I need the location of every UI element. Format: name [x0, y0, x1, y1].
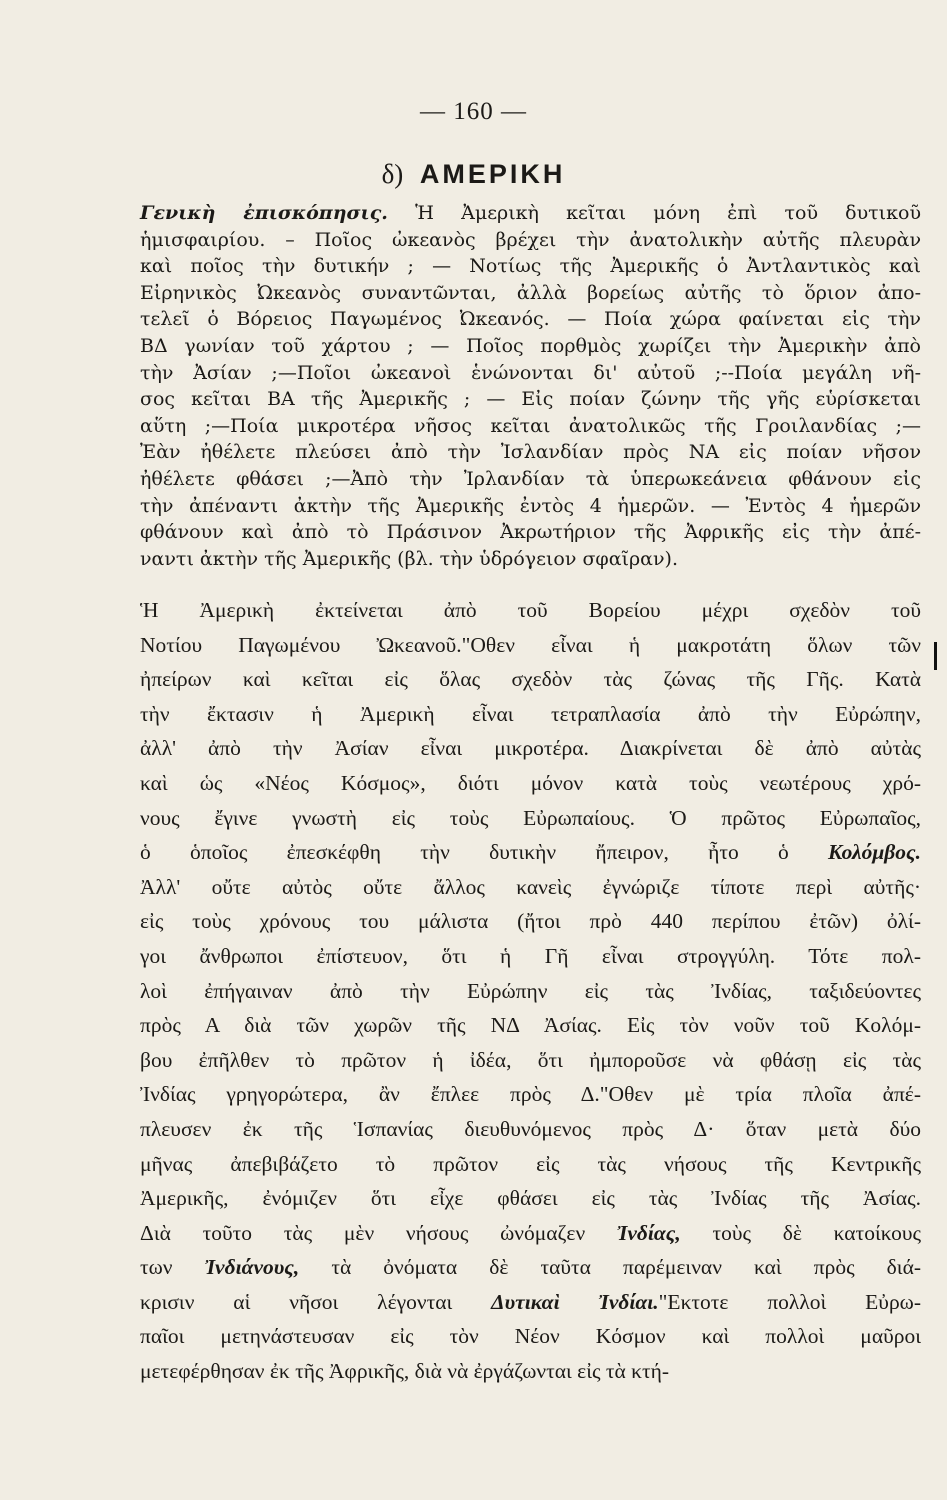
main-line	[140, 697, 921, 732]
intro-line-text: φθάνουν καὶ ἀπὸ τὸ Πράσινον Ἀκρωτήριον τῆς Ἀφρικῆς εἰς τὴν ἀπέ-	[140, 521, 921, 544]
intro-line	[140, 280, 921, 307]
main-line	[140, 835, 921, 870]
intro-line	[140, 413, 921, 440]
main-line-text: παῖοι μετηνάστευσαν εἰς τὸν Νέον Κόσμον καὶ πολλοὶ μαῦροι	[140, 1324, 921, 1349]
intro-line-text: ναντι ἀκτὴν τῆς Ἀμερικῆς (βλ. τὴν ὑδρόγειον σφαῖραν).	[140, 547, 679, 570]
margin-mark	[934, 642, 937, 670]
main-line-text: των	[140, 1255, 205, 1280]
main-line-text: πλευσεν ἐκ τῆς Ἱσπανίας διευθυνόμενος πρὸς Δ· ὅταν μετὰ δύο	[140, 1116, 921, 1141]
intro-line-text: σος κεῖται ΒΑ τῆς Ἀμερικῆς ; — Εἰς ποίαν ζώνην τῆς γῆς εὑρίσκεται	[140, 388, 921, 411]
main-line-text: Νοτίου Παγωμένου Ὠκεανοῦ."Οθεν εἶναι ἡ μακροτάτη ὅλων τῶν	[140, 632, 921, 657]
main-paragraph	[140, 593, 921, 1389]
intro-line-text: Εἰρηνικὸς Ὠκεανὸς συναντῶνται, ἀλλὰ βορείως αὐτῆς τὸ ὅριον ἀπο-	[140, 281, 921, 304]
emphasized-term: Δυτικαὶ Ἰνδίαι.	[491, 1289, 659, 1314]
intro-line-text: τελεῖ ὁ Βόρειος Παγωμένος Ὠκεανός. — Ποία χώρα φαίνεται εἰς τὴν	[140, 308, 921, 331]
main-line-text: "Εκτοτε πολλοὶ Εὐρω-	[658, 1289, 921, 1314]
intro-line-text: ΒΔ γωνίαν τοῦ χάρτου ; — Ποῖος πορθμὸς χωρίζει τὴν Ἀμερικὴν ἀπὸ	[140, 334, 921, 357]
main-line-text: νους ἔγινε γνωστὴ εἰς τοὺς Εὐρωπαίους. Ὁ πρῶτος Εὐρωπαῖος,	[140, 805, 921, 830]
intro-line	[140, 493, 921, 520]
intro-line-text: αὕτη ;—Ποία μικροτέρα νῆσος κεῖται ἀνατολικῶς τῆς Γροιλανδίας ;—	[140, 414, 921, 437]
intro-line	[140, 360, 921, 387]
emphasized-term: Ἰνδίας,	[616, 1220, 681, 1245]
main-line	[140, 628, 921, 663]
intro-line-text: ἡμισφαιρίου. – Ποῖος ὠκεανὸς βρέχει τὴν ἀνατολικὴν αὐτῆς πλευρὰν	[140, 228, 921, 251]
main-line	[140, 1319, 921, 1354]
main-line-text: Ἀλλ' οὔτε αὐτὸς οὔτε ἄλλος κανεὶς ἐγνώριζε τίποτε περὶ αὐτῆς·	[140, 874, 921, 899]
main-line-text: ἠπείρων καὶ κεῖται εἰς ὅλας σχεδὸν τὰς ζώνας τῆς Γῆς. Κατὰ	[140, 667, 921, 692]
intro-line-text: Ἡ Ἀμερικὴ κεῖται μόνη ἐπὶ τοῦ δυτικοῦ	[387, 202, 921, 224]
main-line-text: πρὸς Α διὰ τῶν χωρῶν τῆς ΝΔ Ἀσίας. Εἰς τὸν νοῦν τοῦ Κολόμ-	[140, 1013, 921, 1038]
main-line-text: εἰς τοὺς χρόνους του μάλιστα (ἤτοι πρὸ 440 περίπου ἐτῶν) ὀλί-	[140, 909, 921, 934]
main-line-text: βου ἐπῆλθεν τὸ πρῶτον ἡ ἰδέα, ὅτι ἠμποροῦσε νὰ φθάσῃ εἰς τὰς	[140, 1047, 921, 1072]
intro-line	[140, 439, 921, 466]
main-line-text: τοὺς δὲ κατοίκους	[680, 1220, 921, 1245]
main-line	[140, 1354, 921, 1389]
main-line-text: Ἡ Ἀμερικὴ ἐκτείνεται ἀπὸ τοῦ Βορείου μέχρι σχεδὸν τοῦ	[140, 598, 921, 622]
intro-line-text: Ἐὰν ἠθέλετε πλεύσει ἀπὸ τὴν Ἰσλανδίαν πρὸς ΝΑ εἰς ποίαν νῆσον	[140, 441, 921, 464]
main-line	[140, 904, 921, 939]
intro-line	[140, 227, 921, 254]
emphasized-term: Ἰνδιάνους,	[204, 1255, 300, 1280]
main-line	[140, 1250, 921, 1285]
main-line	[140, 593, 921, 628]
main-line-text: Ἰνδίας γρηγορώτερα, ἂν ἔπλεε πρὸς Δ."Οθεν μὲ τρία πλοῖα ἀπέ-	[140, 1082, 921, 1107]
main-line-text: λοὶ ἐπήγαιναν ἀπὸ τὴν Εὐρώπην εἰς τὰς Ἰνδίας, ταξιδεύοντες	[140, 978, 921, 1003]
main-line-text: τὴν ἔκτασιν ἡ Ἀμερικὴ εἶναι τετραπλασία ἀπὸ τὴν Εὐρώπην,	[140, 701, 921, 726]
intro-line	[140, 200, 921, 227]
intro-line	[140, 519, 921, 546]
main-line-text: γοι ἄνθρωποι ἐπίστευον, ὅτι ἡ Γῆ εἶναι στρογγύλη. Τότε πολ-	[140, 943, 921, 968]
emphasized-term: Κολόμβος.	[827, 840, 921, 865]
main-line-text: μῆνας ἀπεβιβάζετο τὸ πρῶτον εἰς τὰς νήσους τῆς Κεντρικῆς	[140, 1151, 921, 1176]
main-line-text: Ἀμερικῆς, ἐνόμιζεν ὅτι εἶχε φθάσει εἰς τὰς Ἰνδίας τῆς Ἀσίας.	[140, 1186, 921, 1211]
main-line	[140, 1216, 921, 1251]
intro-line-text: τὴν ἀπέναντι ἀκτὴν τῆς Ἀμερικῆς ἐντὸς 4 ἡμερῶν. — Ἐντὸς 4 ἡμερῶν	[140, 494, 921, 517]
main-line	[140, 1285, 921, 1320]
main-line-text: καὶ ὡς «Νέος Κόσμος», διότι μόνον κατὰ τοὺς νεωτέρους χρό-	[140, 770, 921, 795]
main-line	[140, 1147, 921, 1182]
main-line	[140, 939, 921, 974]
main-line	[140, 731, 921, 766]
intro-line	[140, 253, 921, 280]
section-heading	[0, 157, 947, 192]
main-line	[140, 1112, 921, 1147]
page-number: — 160 —	[420, 98, 527, 125]
main-line-text: μετεφέρθησαν ἐκ τῆς Ἀφρικῆς, διὰ νὰ ἐργάζωνται εἰς τὰ κτή-	[140, 1359, 670, 1384]
main-line	[140, 1077, 921, 1112]
intro-line	[140, 386, 921, 413]
intro-line	[140, 466, 921, 493]
main-line-text: τὰ ὀνόματα δὲ ταῦτα παρέμειναν καὶ πρὸς διά-	[299, 1255, 921, 1280]
intro-lead: Γενικὴ ἐπισκόπησις.	[140, 202, 388, 224]
intro-line-text: καὶ ποῖος τὴν δυτικήν ; — Νοτίως τῆς Ἀμερικῆς ὁ Ἀντλαντικὸς καὶ	[140, 255, 921, 278]
intro-paragraph	[140, 200, 921, 572]
main-line-text: ὁ ὁποῖος ἐπεσκέφθη τὴν δυτικὴν ἤπειρον, ἦτο ὁ	[140, 840, 828, 865]
main-line	[140, 801, 921, 836]
main-line-text: Διὰ τοῦτο τὰς μὲν νήσους ὠνόμαζεν	[140, 1220, 617, 1245]
intro-line	[140, 546, 921, 573]
main-line	[140, 870, 921, 905]
main-line-text: ἀλλ' ἀπὸ τὴν Ἀσίαν εἶναι μικροτέρα. Διακρίνεται δὲ ἀπὸ αὐτὰς	[140, 736, 921, 761]
intro-line	[140, 306, 921, 333]
main-line	[140, 1181, 921, 1216]
section-title: ΑΜΕΡΙΚΗ	[419, 159, 566, 189]
intro-line-text: τὴν Ἀσίαν ;—Ποῖοι ὠκεανοὶ ἑνώνονται δι' αὐτοῦ ;--Ποία μεγάλη νῆ-	[140, 361, 921, 384]
main-line-text: κρισιν αἱ νῆσοι λέγονται	[140, 1289, 492, 1314]
main-line	[140, 1043, 921, 1078]
section-number: δ)	[381, 159, 404, 189]
main-line	[140, 766, 921, 801]
intro-line-text: ἠθέλετε φθάσει ;—Ἀπὸ τὴν Ἰρλανδίαν τὰ ὑπερωκεάνεια φθάνουν εἰς	[140, 467, 921, 490]
main-line	[140, 662, 921, 697]
main-line	[140, 974, 921, 1009]
main-line	[140, 1008, 921, 1043]
intro-line	[140, 333, 921, 360]
